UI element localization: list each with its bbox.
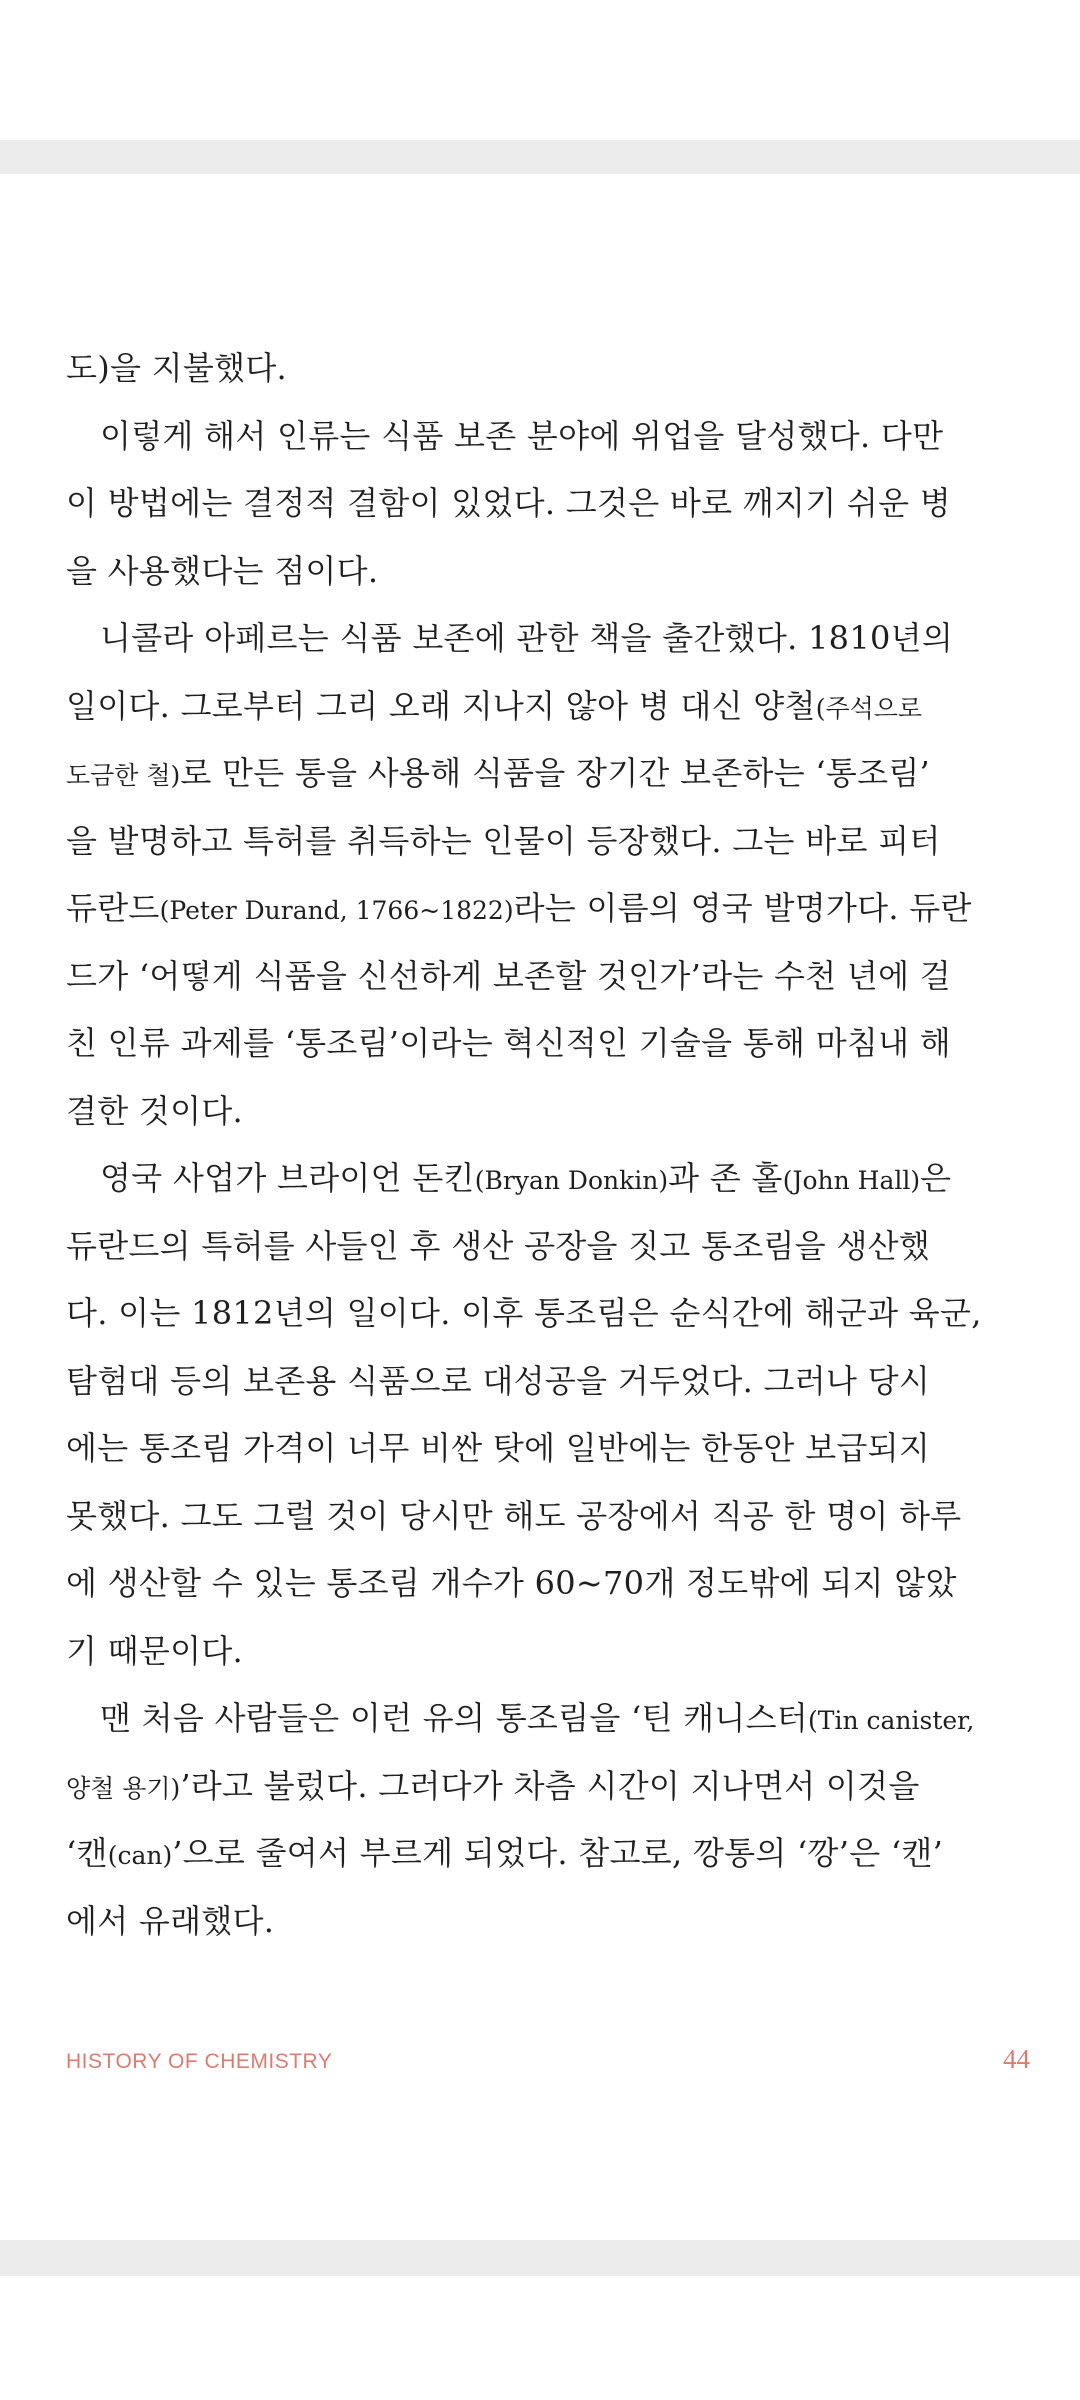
text-line-15: 다. 이는 1812년의 일이다. 이후 통조림은 순식간에 해군과 육군,	[66, 1294, 982, 1332]
text-line-17: 에는 통조림 가격이 너무 비싼 탓에 일반에는 한동안 보급되지	[66, 1429, 931, 1467]
text-line-4: 을 사용했다는 점이다.	[66, 551, 379, 590]
text-line-14: 듀란드의 특허를 사들인 후 생산 공장을 짓고 통조림을 생산했	[66, 1226, 931, 1265]
page-number: 44	[1003, 2044, 1030, 2074]
text-line-21: 맨 처음 사람들은 이런 유의 통조림을 ‘틴 캐니스터(Tin canister,	[100, 1699, 975, 1737]
text-line-18: 못했다. 그도 그럴 것이 당시만 해도 공장에서 직공 한 명이 하루	[66, 1496, 962, 1535]
bottom-divider-band	[0, 2240, 1080, 2276]
text-line-13: 영국 사업가 브라이언 돈킨(Bryan Donkin)과 존 홀(John Hall)은	[100, 1159, 952, 1197]
text-line-3: 이 방법에는 결정적 결함이 있었다. 그것은 바로 깨지기 쉬운 병	[66, 484, 952, 522]
text-line-8: 을 발명하고 특허를 취득하는 인물이 등장했다. 그는 바로 피터	[66, 821, 941, 860]
text-line-5: 니콜라 아페르는 식품 보존에 관한 책을 출간했다. 1810년의	[100, 619, 954, 657]
text-line-20: 기 때문이다.	[66, 1631, 244, 1670]
top-divider-band	[0, 140, 1080, 174]
text-line-22: 양철 용기)’라고 불렀다. 그러다가 차츰 시간이 지나면서 이것을	[66, 1766, 920, 1805]
text-line-2: 이렇게 해서 인류는 식품 보존 분야에 위업을 달성했다. 다만	[100, 416, 944, 455]
text-line-19: 에 생산할 수 있는 통조림 개수가 60~70개 정도밖에 되지 않았	[66, 1564, 957, 1602]
text-line-9: 듀란드(Peter Durand, 1766~1822)라는 이름의 영국 발명가다. 듀란	[66, 889, 972, 927]
text-line-11: 친 인류 과제를 ‘통조림’이라는 혁신적인 기술을 통해 마침내 해	[66, 1024, 952, 1062]
text-line-1: 도)을 지불했다.	[66, 349, 288, 387]
text-line-24: 에서 유래했다.	[66, 1901, 275, 1940]
text-line-6: 일이다. 그로부터 그리 오래 지나지 않아 병 대신 양철(주석으로	[66, 686, 923, 725]
book-title-footer: HISTORY OF CHEMISTRY	[66, 2050, 333, 2073]
text-line-12: 결한 것이다.	[66, 1091, 244, 1130]
text-line-7: 도금한 철)로 만든 통을 사용해 식품을 장기간 보존하는 ‘통조림’	[66, 754, 931, 792]
text-line-16: 탐험대 등의 보존용 식품으로 대성공을 거두었다. 그러나 당시	[66, 1361, 931, 1400]
page-body-text	[66, 335, 1006, 1955]
text-line-23: ‘캔(can)’으로 줄여서 부르게 되었다. 참고로, 깡통의 ‘깡’은 ‘캔’	[66, 1834, 944, 1872]
text-line-10: 드가 ‘어떻게 식품을 신선하게 보존할 것인가’라는 수천 년에 걸	[66, 956, 952, 995]
